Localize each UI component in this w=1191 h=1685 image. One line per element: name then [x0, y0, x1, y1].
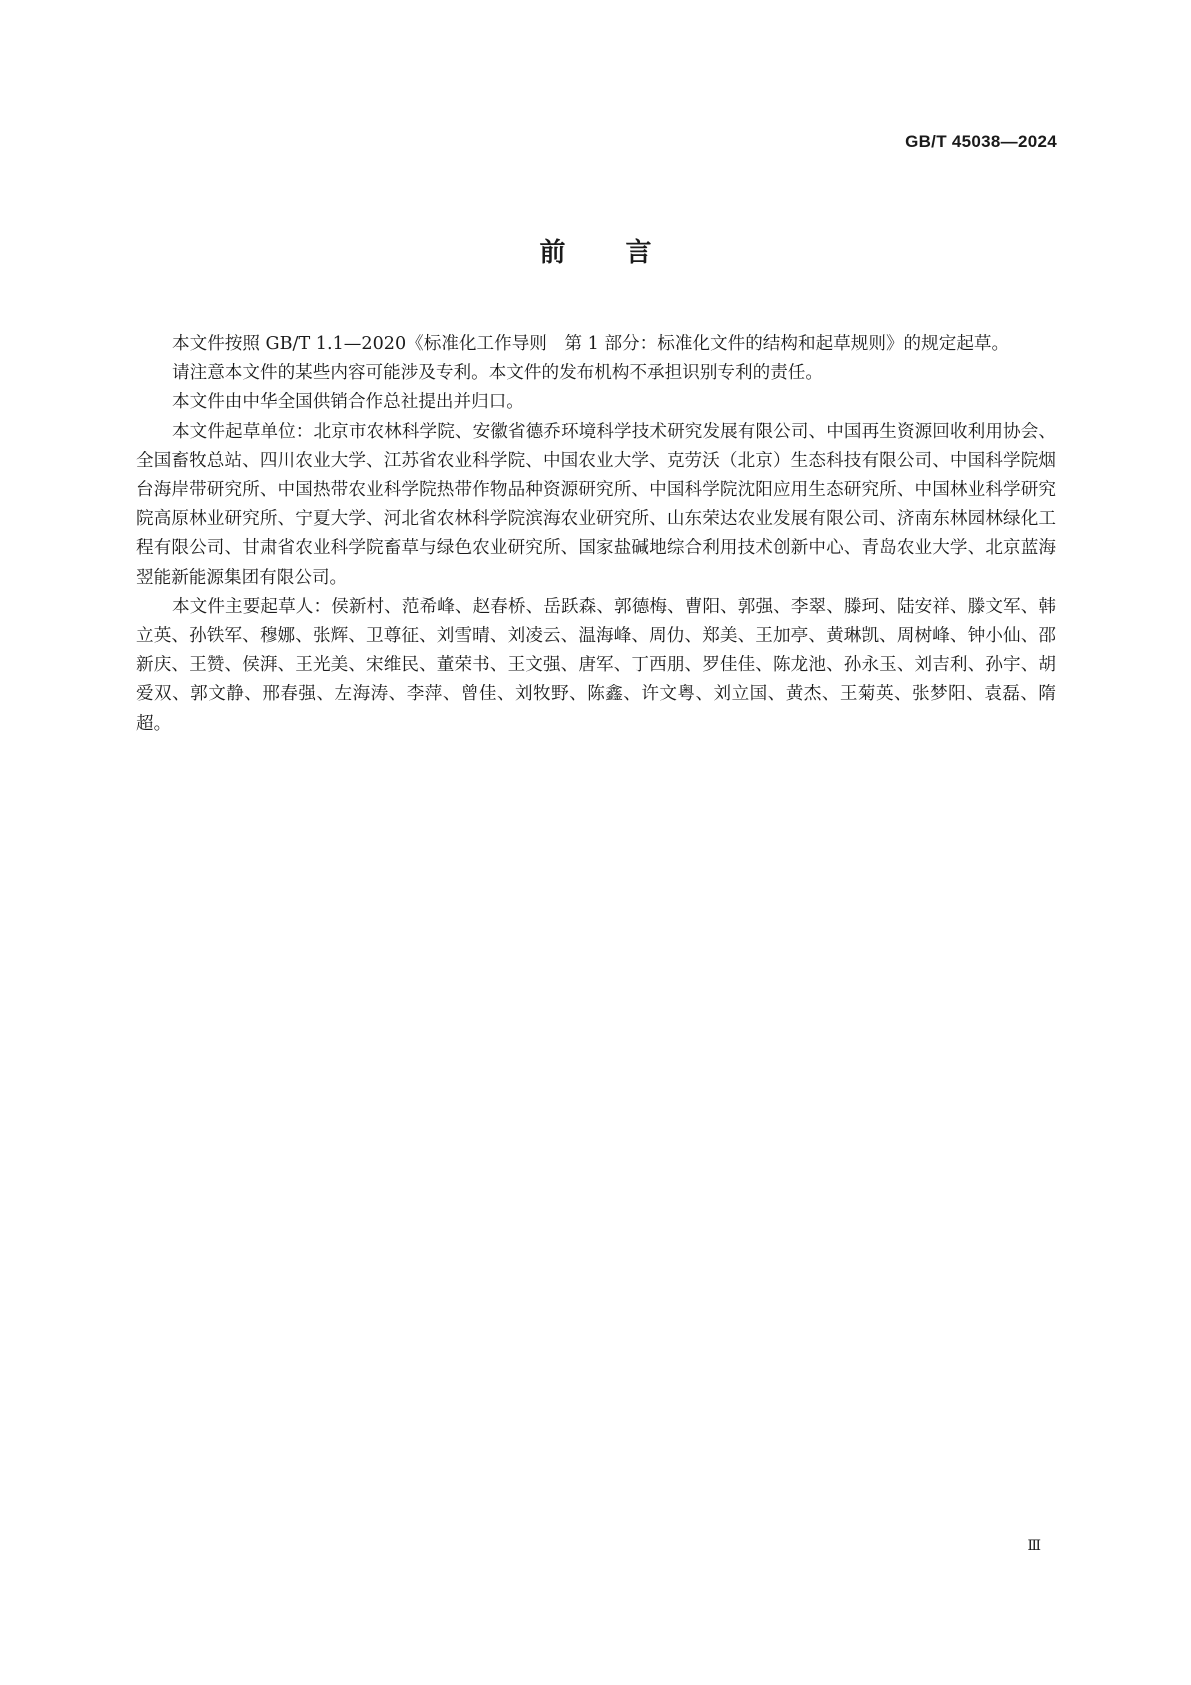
- standard-code: GB/T 45038—2024: [905, 132, 1057, 151]
- page-title: 前言: [539, 238, 712, 268]
- foreword-body: [136, 330, 1056, 739]
- paragraph-drafting-units: 本文件起草单位：北京市农林科学院、安徽省德乔环境科学技术研究发展有限公司、中国再生资源回收利用协会、全国畜牧总站、四川农业大学、江苏省农业科学院、中国农业大学、克劳沃（北京）生态科技有限公司、中国科学院烟台海岸带研究所、中国热带农业科学院热带作物品种资源研究所、中国科学院沈阳应用生态研究所、中国林业科学研究院高原林业研究所、宁夏大学、河北省农林科学院滨海农业研究所、山东荣达农业发展有限公司、济南东林园林绿化工程有限公司、甘肃省农业科学院畜草与绿色农业研究所、国家盐碱地综合利用技术创新中心、青岛农业大学、北京蓝海翌能新能源集团有限公司。: [136, 421, 1056, 588]
- paragraph-proposer: 本文件由中华全国供销合作总社提出并归口。: [172, 392, 524, 413]
- paragraph-drafting-rules: 本文件按照 GB/T 1.1—2020《标准化工作导则 第 1 部分：标准化文件的结构和起草规则》的规定起草。: [172, 334, 1010, 354]
- paragraph-drafters: 本文件主要起草人：侯新村、范希峰、赵春桥、岳跃森、郭德梅、曹阳、郭强、李翠、滕珂、陆安祥、滕文军、韩立英、孙铁军、穆娜、张辉、卫尊征、刘雪晴、刘凌云、温海峰、周仂、郑美、王加亭、黄琳凯、周树峰、钟小仙、邵新庆、王赞、侯湃、王光美、宋维民、董荣书、王文强、唐军、丁西朋、罗佳佳、陈龙池、孙永玉、刘吉利、孙宇、胡爱双、郭文静、邢春强、左海涛、李萍、曾佳、刘牧野、陈鑫、许文粤、刘立国、黄杰、王菊英、张梦阳、袁磊、隋超。: [136, 596, 1056, 734]
- paragraph-patent-notice: 请注意本文件的某些内容可能涉及专利。本文件的发布机构不承担识别专利的责任。: [172, 363, 823, 384]
- page-number: Ⅲ: [1027, 1538, 1041, 1554]
